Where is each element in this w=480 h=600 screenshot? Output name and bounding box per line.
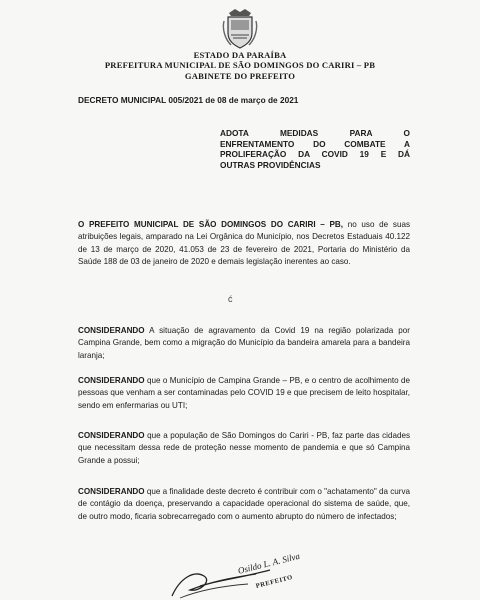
considerando-paragraph bbox=[78, 375, 410, 412]
considerando-paragraph bbox=[78, 486, 410, 523]
signature-name: Osildo L. A. Silva bbox=[236, 550, 301, 576]
decree-ementa bbox=[220, 128, 410, 170]
preamble-lead: O PREFEITO MUNICIPAL DE SÃO DOMINGOS DO CARIRI – PB, bbox=[78, 220, 343, 229]
header-state: ESTADO DA PARAÍBA bbox=[193, 50, 287, 60]
ementa-line: PROLIFERAÇÃO DA COVID 19 E DÁ bbox=[220, 149, 410, 160]
considerando-text: que a população de São Domingos do Cariri - PB, faz parte das cidades que necessitam dessa rede de proteção nesse momento de pandemia e que só Campina Grande a possui; bbox=[78, 431, 410, 465]
ementa-line: OUTRAS PROVIDÊNCIAS bbox=[220, 159, 321, 170]
ementa-line: ADOTA MEDIDAS PARA O bbox=[220, 128, 410, 138]
signature-role: PREFEITO bbox=[255, 573, 294, 590]
considerando-paragraph bbox=[78, 430, 410, 467]
considerando-lead: CONSIDERANDO bbox=[78, 376, 145, 385]
considerando-text: que a finalidade deste decreto é contribuir com o "achatamento" da curva de contágio da doença, preservando a capacidade operacional do sistema de saúde, que, de outro modo, ficaria sobrecarregado com o aumento abrupto do número de infectados; bbox=[78, 487, 410, 521]
considerando-paragraph bbox=[78, 325, 410, 362]
preamble-paragraph bbox=[78, 219, 410, 269]
considerando-lead: CONSIDERANDO bbox=[78, 431, 145, 440]
decree-title: DECRETO MUNICIPAL 005/2021 de 08 de março de 2021 bbox=[78, 95, 299, 105]
ementa-line: ENFRENTAMENTO DO COMBATE A bbox=[220, 138, 410, 149]
stray-mark: ć bbox=[228, 294, 233, 304]
header-gabinete: GABINETE DO PREFEITO bbox=[184, 71, 296, 81]
header-prefeitura: PREFEITURA MUNICIPAL DE SÃO DOMINGOS DO CARIRI – PB bbox=[104, 60, 376, 70]
considerando-lead: CONSIDERANDO bbox=[78, 487, 145, 496]
coat-of-arms-icon bbox=[221, 7, 259, 49]
considerando-text: A situação de agravamento da Covid 19 na região polarizada por Campina Grande, bem como a migração do Município da bandeira amarela para a bandeira laranja; bbox=[78, 326, 410, 360]
considerando-text: que o Município de Campina Grande – PB, e o centro de acolhimento de pessoas que venham a ser contaminadas pelo COVID 19 e que precisem de leito hospitalar, sendo em enfermarias ou UTI; bbox=[78, 376, 410, 410]
considerando-lead: CONSIDERANDO bbox=[78, 326, 145, 335]
preamble-text: no uso de suas atribuições legais, amparado na Lei Orgânica do Município, nos Decretos Estaduais 40.122 de 13 de março de 2020, 41.053 de 23 de fevereiro de 2021, Portaria do Ministério da Saúde 188 de 03 de janeiro de 2020 e demais legislação inerentes ao caso. bbox=[78, 220, 410, 267]
